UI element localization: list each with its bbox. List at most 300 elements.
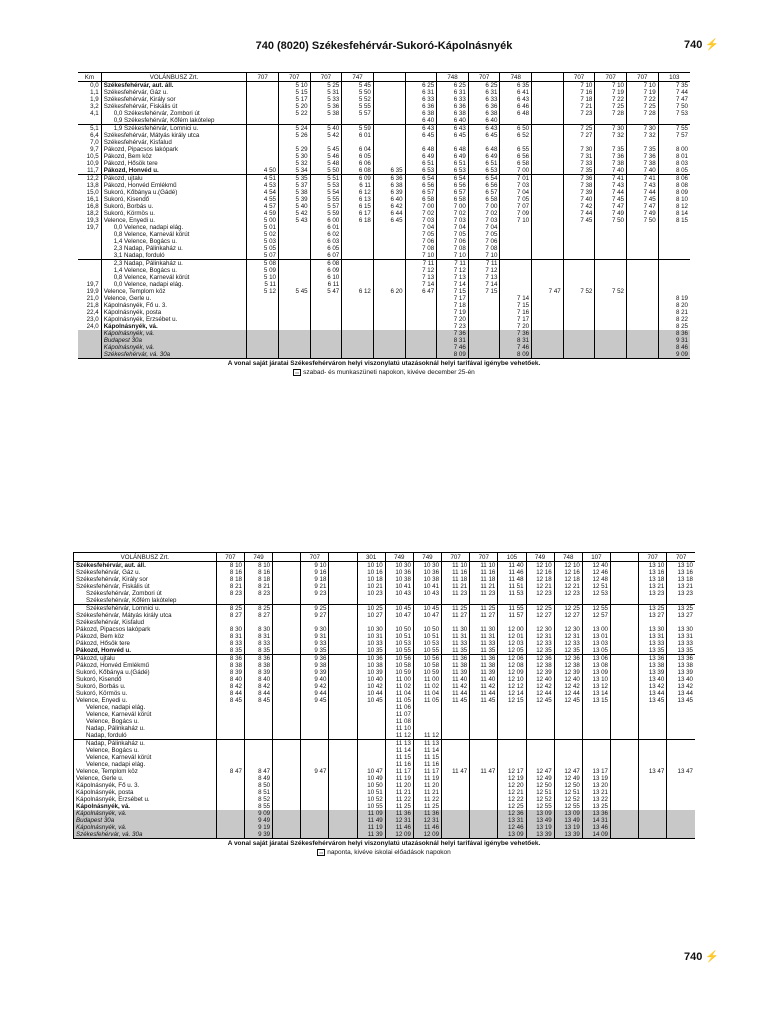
time-cell: 7 03 [405, 217, 437, 224]
time-cell [658, 281, 690, 288]
time-cell [595, 344, 627, 351]
time-cell: 7 08 [405, 245, 437, 252]
time-cell: 11 16 [413, 761, 441, 768]
time-cell [610, 796, 638, 803]
route-number [273, 553, 301, 562]
time-cell: 12 25 [526, 605, 554, 613]
table-row [74, 761, 696, 768]
time-cell: 11 14 [385, 747, 413, 754]
table-row [78, 132, 690, 139]
route-number: 707 [468, 73, 500, 82]
time-cell: 10 50 [357, 782, 385, 789]
time-cell [582, 761, 610, 768]
time-cell [639, 704, 667, 711]
time-cell: 5 02 [247, 231, 279, 238]
km-cell: 9,7 [90, 146, 99, 153]
time-cell [273, 775, 301, 782]
time-cell [610, 704, 638, 711]
time-cell: 8 10 [244, 562, 272, 570]
time-cell [563, 323, 595, 330]
table-row [74, 810, 696, 817]
time-cell [301, 747, 329, 754]
time-cell: 10 51 [357, 789, 385, 796]
time-cell: 5 01 [247, 224, 279, 231]
time-cell: 7 07 [500, 203, 532, 210]
time-cell: 7 14 [468, 281, 500, 288]
time-cell: 8 08 [658, 182, 690, 189]
time-cell: 6 05 [310, 245, 342, 252]
time-cell [532, 344, 564, 351]
time-cell [442, 732, 470, 740]
time-cell: 7 44 [595, 189, 627, 196]
time-cell: 5 45 [342, 82, 374, 90]
time-cell [301, 754, 329, 761]
time-cell: 7 45 [595, 196, 627, 203]
time-cell: 12 31 [413, 817, 441, 824]
time-cell [610, 562, 638, 570]
time-cell: 8 09 [658, 189, 690, 196]
time-cell: 12 22 [498, 796, 526, 803]
time-cell [357, 761, 385, 768]
time-cell: 6 56 [437, 182, 469, 189]
time-cell [273, 583, 301, 590]
time-cell [442, 747, 470, 754]
time-cell: 13 40 [667, 676, 695, 683]
time-cell: 8 05 [658, 167, 690, 175]
time-cell: 13 15 [582, 697, 610, 704]
time-cell [373, 132, 405, 139]
time-cell [627, 238, 659, 245]
stop-name: Pákozd, Pipacsos lakópark [74, 626, 217, 633]
time-cell [310, 337, 342, 344]
time-cell [582, 754, 610, 761]
time-cell: 12 46 [498, 824, 526, 831]
time-cell: 8 46 [658, 344, 690, 351]
time-cell: 7 45 [627, 196, 659, 203]
time-cell [595, 295, 627, 302]
time-cell [278, 238, 310, 245]
time-cell [442, 810, 470, 817]
time-cell [667, 740, 695, 748]
table-row [74, 704, 696, 711]
time-cell: 7 36 [437, 330, 469, 337]
time-cell: 5 15 [278, 89, 310, 96]
time-cell: 7 06 [405, 238, 437, 245]
time-cell [667, 619, 695, 626]
km-cell: 12,2 [78, 175, 101, 183]
time-cell [627, 252, 659, 260]
time-cell: 6 07 [310, 252, 342, 260]
time-cell [658, 245, 690, 252]
km-cell: 15,0 [86, 189, 99, 196]
time-cell: 8 31 [500, 337, 532, 344]
time-cell [442, 775, 470, 782]
route-number: 748 [554, 553, 582, 562]
time-cell [405, 316, 437, 323]
time-cell: 6 48 [500, 110, 532, 117]
stop-name: Pákozd, ujtalu [74, 655, 217, 663]
time-cell [247, 316, 279, 323]
time-cell: 6 39 [373, 189, 405, 196]
time-cell [498, 761, 526, 768]
km-cell [78, 260, 101, 268]
table-row [74, 817, 696, 824]
time-cell: 7 19 [437, 309, 469, 316]
stop-name: Székesfehérvár, Mátyás király utca [101, 132, 247, 139]
time-cell: 13 33 [667, 640, 695, 647]
time-cell: 8 09 [500, 351, 532, 359]
time-cell [247, 351, 279, 359]
time-cell: 13 18 [667, 576, 695, 583]
time-cell: 6 12 [342, 288, 374, 295]
time-cell [301, 704, 329, 711]
time-cell: 10 45 [413, 605, 441, 613]
time-cell: 13 36 [639, 655, 667, 663]
time-cell: 11 25 [470, 605, 498, 613]
time-cell [342, 295, 374, 302]
time-cell: 8 10 [216, 562, 244, 570]
time-cell: 7 35 [563, 167, 595, 175]
time-cell [532, 103, 564, 110]
time-cell: 10 16 [357, 569, 385, 576]
time-cell: 7 42 [563, 203, 595, 210]
stop-name: 0,8 Velence, Karnevál körút [101, 231, 247, 238]
km-cell: 16,8 [86, 203, 99, 210]
time-cell [442, 831, 470, 839]
time-cell [526, 761, 554, 768]
time-cell: 7 30 [595, 125, 627, 133]
time-cell [216, 619, 244, 626]
route-number: 747 [342, 73, 374, 82]
time-cell: 12 45 [554, 697, 582, 704]
time-cell: 5 55 [342, 103, 374, 110]
time-cell [216, 831, 244, 839]
time-cell: 8 15 [658, 217, 690, 224]
table-row [78, 245, 690, 252]
table-row [78, 203, 690, 210]
time-cell [532, 82, 564, 90]
time-cell [373, 238, 405, 245]
time-cell: 11 00 [385, 676, 413, 683]
route-number [405, 73, 437, 82]
time-cell: 13 27 [639, 612, 667, 619]
time-cell: 7 05 [437, 231, 469, 238]
km-cell: 10,9 [86, 160, 99, 167]
route-number: 749 [526, 553, 554, 562]
time-cell [278, 139, 310, 146]
time-cell: 11 45 [470, 697, 498, 704]
table-row [78, 337, 690, 344]
stop-name: Nadap, forduló [74, 732, 217, 740]
time-cell: 11 31 [470, 633, 498, 640]
time-cell: 7 05 [500, 196, 532, 203]
stop-name: Sukoró, Kőbánya u.(Gádé) [101, 189, 247, 196]
time-cell: 12 05 [498, 647, 526, 655]
time-cell: 6 53 [405, 167, 437, 175]
time-cell: 12 10 [498, 676, 526, 683]
time-cell [273, 732, 301, 740]
time-cell [658, 238, 690, 245]
route-number: 707 [627, 73, 659, 82]
time-cell [532, 252, 564, 260]
time-cell: 10 53 [385, 640, 413, 647]
time-cell: 13 39 [554, 831, 582, 839]
table-row [78, 316, 690, 323]
time-cell: 13 36 [667, 655, 695, 663]
time-cell [667, 775, 695, 782]
stop-name: Velence, Templom köz [101, 288, 247, 295]
time-cell [301, 796, 329, 803]
time-cell [470, 831, 498, 839]
time-cell: 11 33 [442, 640, 470, 647]
table-row [78, 260, 690, 268]
time-cell [500, 139, 532, 146]
time-cell: 5 45 [310, 146, 342, 153]
time-cell: 6 57 [405, 189, 437, 196]
time-cell: 8 31 [216, 633, 244, 640]
time-cell [244, 732, 272, 740]
km-cell: 6,4 [90, 132, 99, 139]
time-cell: 9 18 [301, 576, 329, 583]
time-cell: 13 12 [582, 683, 610, 690]
time-cell: 6 42 [373, 203, 405, 210]
time-cell [532, 175, 564, 183]
stop-name: Kápolnásnyék, Fő u. 3. [101, 302, 247, 309]
stop-name: Kápolnásnyék, vá. [101, 323, 247, 330]
time-cell: 5 39 [278, 196, 310, 203]
time-cell [301, 718, 329, 725]
time-cell: 7 12 [468, 267, 500, 274]
time-cell: 11 46 [385, 824, 413, 831]
time-cell: 11 36 [442, 655, 470, 663]
stop-name: Székesfehérvár, vá. 30a [74, 831, 217, 839]
time-cell [329, 697, 357, 704]
time-cell [329, 732, 357, 740]
time-cell: 6 36 [437, 103, 469, 110]
time-cell: 7 50 [658, 103, 690, 110]
time-cell [667, 789, 695, 796]
time-cell: 10 30 [385, 562, 413, 570]
stop-name: Sukoró, Kisendő [74, 676, 217, 683]
time-cell [373, 117, 405, 125]
time-cell: 6 04 [342, 146, 374, 153]
km-cell: 19,7 [86, 281, 99, 288]
time-cell [468, 139, 500, 146]
time-cell [526, 704, 554, 711]
time-cell: 13 20 [582, 782, 610, 789]
time-cell [563, 245, 595, 252]
time-cell: 6 51 [405, 160, 437, 167]
time-cell: 11 00 [413, 676, 441, 683]
km-cell: 1,9 [90, 96, 99, 103]
time-cell: 12 33 [554, 640, 582, 647]
time-cell: 6 31 [468, 89, 500, 96]
time-cell: 8 23 [244, 590, 272, 597]
time-cell: 11 40 [498, 562, 526, 570]
time-cell: 7 43 [627, 182, 659, 189]
time-cell: 9 31 [301, 633, 329, 640]
time-cell [470, 789, 498, 796]
time-cell: 13 42 [639, 683, 667, 690]
time-cell: 6 48 [437, 146, 469, 153]
time-cell [563, 267, 595, 274]
time-cell [442, 824, 470, 831]
time-cell [373, 351, 405, 359]
time-cell: 7 17 [437, 295, 469, 302]
time-cell: 8 20 [658, 302, 690, 309]
time-cell: 7 53 [658, 110, 690, 117]
table-row [78, 344, 690, 351]
time-cell [342, 231, 374, 238]
time-cell: 6 33 [468, 96, 500, 103]
time-cell: 11 04 [413, 690, 441, 697]
time-cell [342, 274, 374, 281]
stop-name: Sukoró, Kőbánya u.(Gádé) [74, 669, 217, 676]
time-cell [373, 224, 405, 231]
time-cell [405, 302, 437, 309]
time-cell: 6 53 [468, 167, 500, 175]
time-cell: 6 54 [437, 175, 469, 183]
time-cell [342, 344, 374, 351]
time-cell [639, 761, 667, 768]
time-cell: 14 09 [582, 831, 610, 839]
time-cell: 7 52 [595, 288, 627, 295]
table-row [78, 323, 690, 330]
time-cell [273, 711, 301, 718]
time-cell [310, 295, 342, 302]
time-cell: 7 44 [627, 189, 659, 196]
time-cell: 7 17 [500, 316, 532, 323]
time-cell: 5 09 [247, 267, 279, 274]
time-cell [610, 640, 638, 647]
time-cell [342, 330, 374, 337]
time-cell [500, 260, 532, 268]
time-cell [658, 117, 690, 125]
time-cell [273, 782, 301, 789]
time-cell [278, 281, 310, 288]
timetable-1 [78, 72, 690, 359]
time-cell: 11 38 [442, 662, 470, 669]
km-cell: 19,7 [86, 224, 99, 231]
km-cell: 19,3 [86, 217, 99, 224]
time-cell: 6 49 [405, 153, 437, 160]
time-cell [470, 732, 498, 740]
time-cell [310, 316, 342, 323]
time-cell [563, 238, 595, 245]
page-number-top: 740 ⚡ [684, 39, 720, 51]
time-cell: 7 04 [500, 189, 532, 196]
table-row [78, 267, 690, 274]
route-number [373, 73, 405, 82]
time-cell [373, 323, 405, 330]
time-cell: 13 21 [582, 789, 610, 796]
time-cell [373, 344, 405, 351]
time-cell [329, 754, 357, 761]
time-cell [216, 803, 244, 810]
time-cell [582, 732, 610, 740]
time-cell: 12 18 [554, 576, 582, 583]
time-cell: 11 47 [442, 768, 470, 775]
stop-name: Kápolnásnyék, vá. [74, 810, 217, 817]
time-cell: 10 10 [357, 562, 385, 570]
time-cell: 6 25 [437, 82, 469, 90]
time-cell [216, 740, 244, 748]
time-cell [329, 619, 357, 626]
time-cell: 8 44 [216, 690, 244, 697]
time-cell: 13 49 [526, 817, 554, 824]
time-cell: 12 30 [554, 626, 582, 633]
time-cell [247, 117, 279, 125]
time-cell [247, 160, 279, 167]
stop-name: Pákozd, Honvéd u. [74, 647, 217, 655]
time-cell: 7 57 [658, 132, 690, 139]
time-cell: 6 08 [342, 167, 374, 175]
stop-name: Székesfehérvár, Gáz u. [74, 569, 217, 576]
table-row [74, 569, 696, 576]
time-cell: 5 53 [310, 182, 342, 189]
time-cell [468, 302, 500, 309]
time-cell [273, 831, 301, 839]
time-cell: 7 40 [563, 196, 595, 203]
table-row [74, 590, 696, 597]
time-cell [357, 619, 385, 626]
time-cell: 4 50 [247, 167, 279, 175]
stop-name: Velence, Enyedi u. [101, 217, 247, 224]
time-cell [442, 789, 470, 796]
time-cell: 11 38 [470, 662, 498, 669]
time-cell [595, 351, 627, 359]
time-cell [442, 718, 470, 725]
time-cell [329, 796, 357, 803]
time-cell [526, 711, 554, 718]
time-cell [470, 754, 498, 761]
time-cell: 6 35 [373, 167, 405, 175]
table-row [74, 576, 696, 583]
time-cell: 13 44 [639, 690, 667, 697]
time-cell [273, 810, 301, 817]
time-cell: 5 17 [278, 96, 310, 103]
time-cell: 10 47 [385, 612, 413, 619]
time-cell [532, 160, 564, 167]
time-cell: 9 31 [658, 337, 690, 344]
time-cell: 4 54 [247, 189, 279, 196]
time-cell [627, 295, 659, 302]
time-cell [554, 761, 582, 768]
time-cell [627, 274, 659, 281]
time-cell: 7 28 [595, 110, 627, 117]
time-cell: 7 44 [658, 89, 690, 96]
time-cell [610, 789, 638, 796]
time-cell: 7 36 [595, 153, 627, 160]
time-cell: 7 52 [563, 288, 595, 295]
km-cell: 19,9 [86, 288, 99, 295]
stop-name: Székesfehérvár, aut. áll. [74, 562, 217, 570]
time-cell [595, 139, 627, 146]
time-cell [342, 309, 374, 316]
time-cell: 8 51 [244, 789, 272, 796]
time-cell: 6 43 [468, 125, 500, 133]
time-cell: 6 52 [500, 132, 532, 139]
time-cell: 12 45 [526, 697, 554, 704]
time-cell [437, 139, 469, 146]
time-cell [470, 704, 498, 711]
time-cell [563, 330, 595, 337]
time-cell [470, 740, 498, 748]
time-cell [301, 817, 329, 824]
time-cell [532, 274, 564, 281]
time-cell: 6 58 [437, 196, 469, 203]
time-cell: 8 52 [244, 796, 272, 803]
